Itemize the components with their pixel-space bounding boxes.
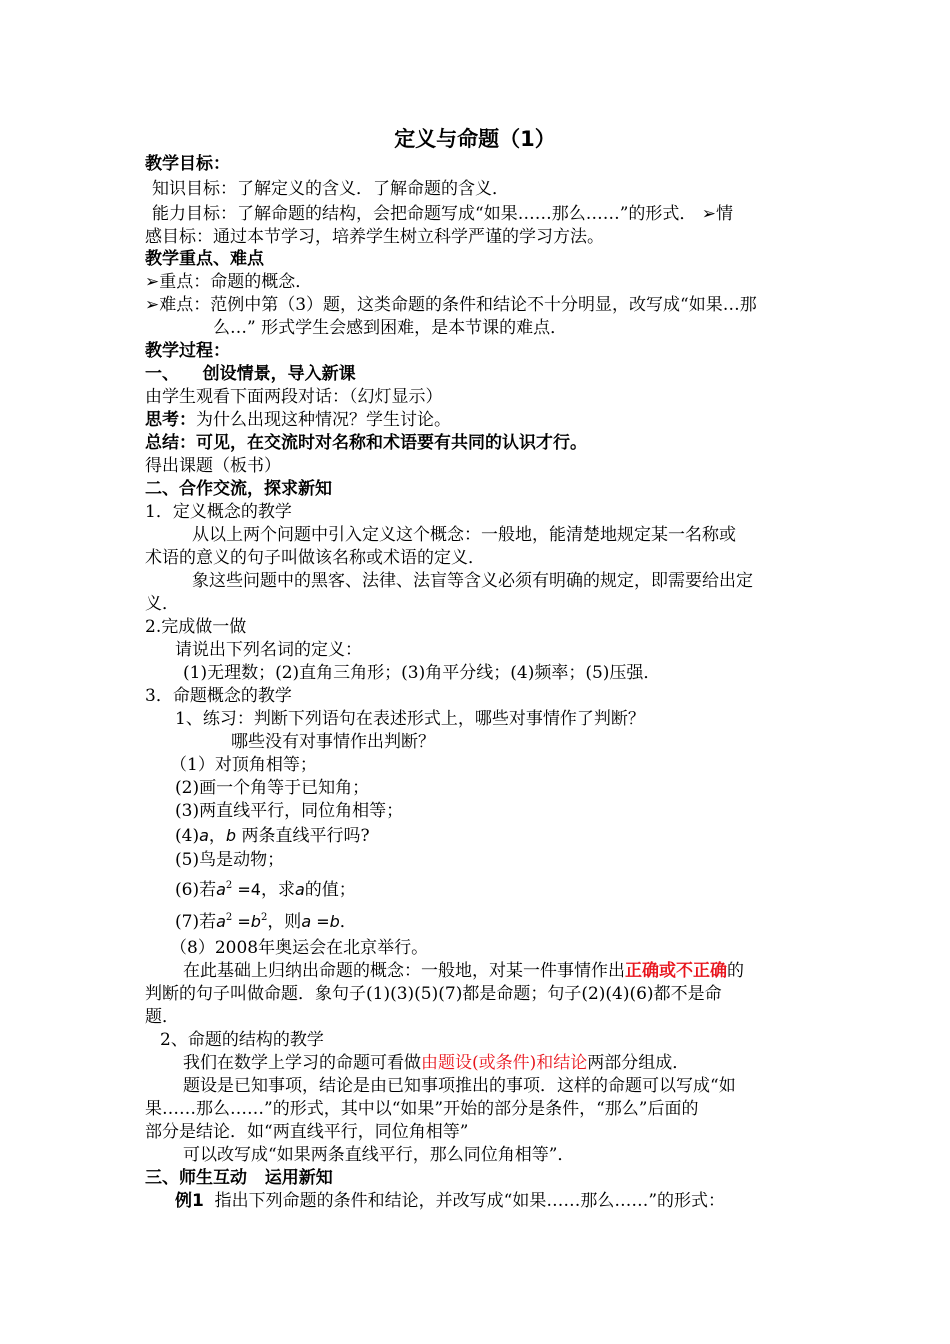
proposition-concept-line3: 题． xyxy=(145,1007,179,1027)
exponent: 2 xyxy=(260,912,268,923)
concept-text-end: 的 xyxy=(727,961,744,981)
statement-4-text: 两条直线平行吗? xyxy=(236,826,370,846)
section1-summary: 总结：可见，在交流时对名称和术语要有共同的认识才行。 xyxy=(145,433,587,453)
exponent: 2 xyxy=(225,880,233,891)
structure-line4: 部分是结论．如“两直线平行，同位角相等” xyxy=(145,1122,469,1142)
subsection3-title: 3．命题概念的教学 xyxy=(145,686,292,706)
section1-line1: 由学生观看下面两段对话：（幻灯显示） xyxy=(145,387,443,407)
structure-text-end: 两部分组成． xyxy=(587,1053,690,1073)
variable-b: b xyxy=(225,826,237,845)
structure-title: 2、命题的结构的教学 xyxy=(160,1030,324,1050)
practice-prompt-line2: 哪些没有对事情作出判断？ xyxy=(231,732,435,752)
statement-3: (3)两直线平行，同位角相等； xyxy=(175,801,404,821)
structure-line3: 果……那么……”的形式，其中以“如果”开始的部分是条件，“那么”后面的 xyxy=(145,1099,699,1119)
highlight-condition-conclusion: 由题设(或条件)和结论 xyxy=(421,1053,588,1073)
example-label: 例1 xyxy=(175,1191,204,1211)
definition-paragraph2-line1: 象这些问题中的黑客、法律、法盲等含义必须有明确的规定，即需要给出定 xyxy=(192,571,753,591)
think-label: 思考： xyxy=(145,410,196,430)
ability-goal: 能力目标：了解命题的结构，会把命题写成“如果……那么……”的形式． ➢情 xyxy=(152,204,734,224)
structure-line5: 可以改写成“如果两条直线平行，那么同位角相等”． xyxy=(183,1145,575,1165)
statement-1: （1）对顶角相等； xyxy=(170,755,317,775)
statement-4-comma: ， xyxy=(208,826,226,846)
example-1 xyxy=(175,1190,840,1212)
think-text: 为什么出现这种情况？学生讨论。 xyxy=(196,410,451,430)
structure-line1 xyxy=(183,1052,848,1074)
subsection1-title: 1．定义概念的教学 xyxy=(145,502,292,522)
key-point: ➢重点：命题的概念． xyxy=(145,272,313,292)
statement-7-num: (7)若 xyxy=(175,912,217,932)
subsection2-title: 2.完成做一做 xyxy=(145,617,247,637)
concept-text: 在此基础上归纳出命题的概念：一般地，对某一件事情作出 xyxy=(183,961,625,981)
variable-a: a xyxy=(294,880,305,899)
section1-line4: 得出课题（板书） xyxy=(145,456,281,476)
structure-line2: 题设是已知事项，结论是由已知事项推出的事项．这样的命题可以写成“如 xyxy=(183,1076,736,1096)
statement-5: (5)鸟是动物； xyxy=(175,850,285,870)
key-points-heading: 教学重点、难点 xyxy=(145,249,264,269)
emotion-goal: 感目标：通过本节学习，培养学生树立科学严谨的学习方法。 xyxy=(145,227,604,247)
statement-4 xyxy=(175,825,840,847)
definition-paragraph-line1: 从以上两个问题中引入定义这个概念：一般地，能清楚地规定某一名称或 xyxy=(192,525,736,545)
process-heading: 教学过程： xyxy=(145,341,230,361)
exponent: 2 xyxy=(225,912,233,923)
example-text: 指出下列命题的条件和结论，并改写成“如果……那么……”的形式： xyxy=(203,1191,726,1211)
statement-8: （8）2008年奥运会在北京举行。 xyxy=(170,938,429,958)
knowledge-goal: 知识目标：了解定义的含义．了解命题的含义． xyxy=(152,179,509,199)
section2-heading: 二、合作交流，探求新知 xyxy=(145,479,332,499)
section1-heading: 一、 创设情景，导入新课 xyxy=(145,364,356,384)
variable-a: a xyxy=(199,826,209,845)
goals-heading: 教学目标： xyxy=(145,154,230,174)
statement-6-text: 的值； xyxy=(304,880,356,900)
proposition-concept-line1 xyxy=(183,960,848,982)
conclusion-equation: a =b xyxy=(301,912,340,931)
difficult-point-line1: ➢难点：范例中第（3）题，这类命题的条件和结论不十分明显，改写成“如果…那 xyxy=(145,295,757,315)
exercise-terms: (1)无理数；(2)直角三角形；(3)角平分线；(4)频率；(5)压强． xyxy=(183,663,661,683)
definition-paragraph-line2: 术语的意义的句子叫做该名称或术语的定义． xyxy=(145,548,485,568)
definition-paragraph2-line2: 义． xyxy=(145,594,179,614)
equation-rhs: =4 xyxy=(232,880,261,899)
structure-text: 我们在数学上学习的命题可看做 xyxy=(183,1053,421,1073)
statement-6-mid: ，求 xyxy=(260,880,295,900)
statement-2: (2)画一个角等于已知角； xyxy=(175,778,370,798)
variable-a: a xyxy=(216,880,226,899)
variable-a: a xyxy=(216,912,226,931)
equation-rhs: =b xyxy=(232,912,261,931)
highlight-true-false: 正确或不正确 xyxy=(625,961,727,981)
section3-heading: 三、师生互动 运用新知 xyxy=(145,1168,333,1188)
statement-6 xyxy=(175,879,840,901)
difficult-point-line2: 么…” 形式学生会感到困难，是本节课的难点． xyxy=(213,318,568,338)
statement-7-end: ． xyxy=(339,912,357,932)
exercise-prompt: 请说出下列名词的定义： xyxy=(175,640,362,660)
document-title: 定义与命题（1） xyxy=(394,127,556,151)
statement-7-mid: ，则 xyxy=(267,912,302,932)
practice-prompt-line1: 1、练习：判断下列语句在表述形式上，哪些对事情作了判断？ xyxy=(175,709,645,729)
statement-6-num: (6)若 xyxy=(175,880,217,900)
statement-4-num: (4) xyxy=(175,826,200,846)
statement-7 xyxy=(175,911,840,933)
section1-think xyxy=(145,409,810,431)
proposition-concept-line2: 判断的句子叫做命题．象句子(1)(3)(5)(7)都是命题；句子(2)(4)(6)都不是命 xyxy=(145,984,722,1004)
